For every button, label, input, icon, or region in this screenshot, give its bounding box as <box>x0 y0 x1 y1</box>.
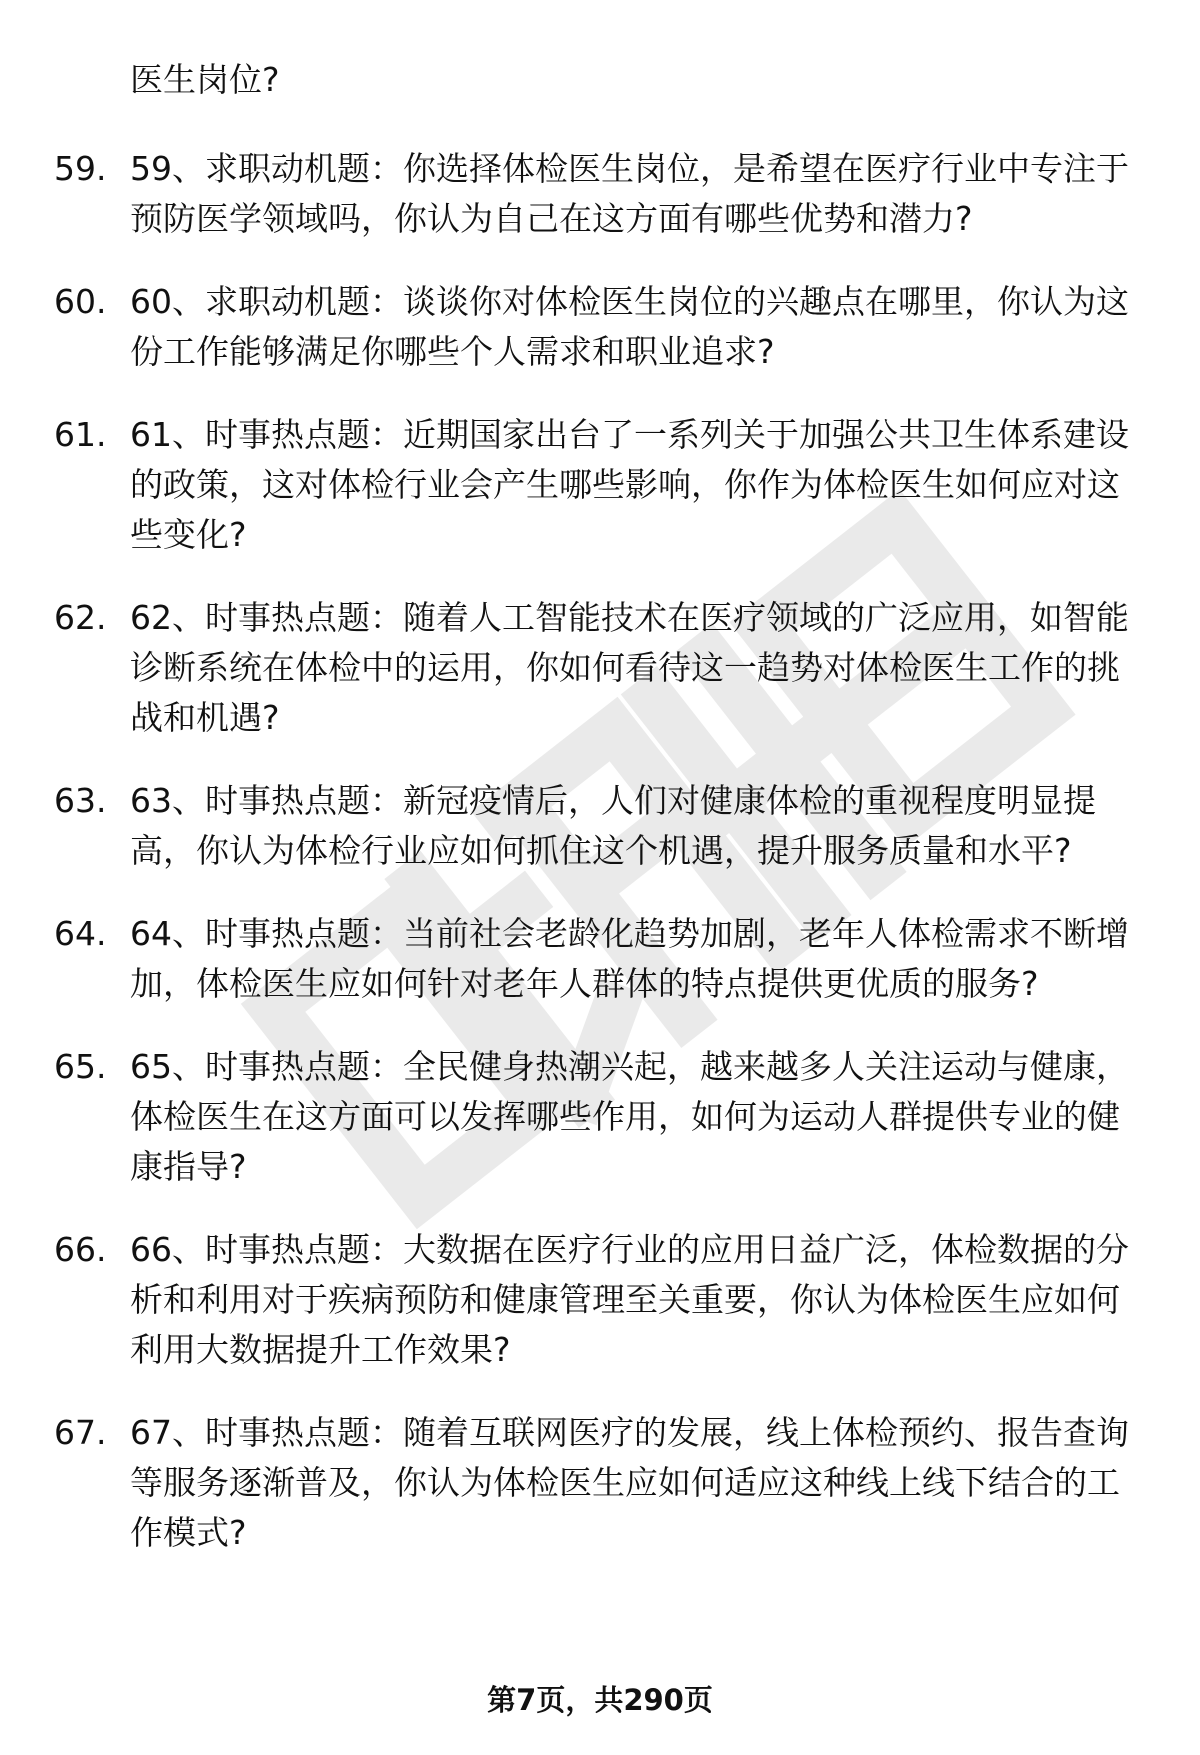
question-list <box>0 144 1200 1591</box>
question-number: 61. <box>54 415 107 454</box>
question-item <box>0 776 1200 876</box>
question-item <box>0 909 1200 1009</box>
question-number: 64. <box>54 914 107 953</box>
question-text: 62、时事热点题：随着人工智能技术在医疗领域的广泛应用，如智能诊断系统在体检中的运用，你如何看待这一趋势对体检医生工作的挑战和机遇? <box>130 598 1129 737</box>
question-number: 67. <box>54 1413 107 1452</box>
question-text: 59、求职动机题：你选择体检医生岗位，是希望在医疗行业中专注于预防医学领域吗，你认为自己在这方面有哪些优势和潜力? <box>130 149 1129 238</box>
question-item <box>0 1408 1200 1558</box>
question-number: 66. <box>54 1230 107 1269</box>
question-item <box>0 410 1200 560</box>
question-item <box>0 1042 1200 1192</box>
page-footer: 第7页，共290页 <box>487 1683 713 1717</box>
question-text: 65、时事热点题：全民健身热潮兴起，越来越多人关注运动与健康，体检医生在这方面可以发挥哪些作用，如何为运动人群提供专业的健康指导? <box>130 1047 1129 1186</box>
question-number: 63. <box>54 781 107 820</box>
question-item <box>0 144 1200 244</box>
question-text: 67、时事热点题：随着互联网医疗的发展，线上体检预约、报告查询等服务逐渐普及，你认为体检医生应如何适应这种线上线下结合的工作模式? <box>130 1413 1129 1552</box>
question-text: 64、时事热点题：当前社会老龄化趋势加剧，老年人体检需求不断增加，体检医生应如何针对老年人群体的特点提供更优质的服务? <box>130 914 1129 1003</box>
question-text: 60、求职动机题：谈谈你对体检医生岗位的兴趣点在哪里，你认为这份工作能够满足你哪些个人需求和职业追求? <box>130 282 1129 371</box>
question-number: 65. <box>54 1047 107 1086</box>
continuation-text: 医生岗位? <box>130 60 280 99</box>
question-text: 63、时事热点题：新冠疫情后，人们对健康体检的重视程度明显提高，你认为体检行业应如何抓住这个机遇，提升服务质量和水平? <box>130 781 1096 870</box>
question-number: 59. <box>54 149 107 188</box>
question-text: 61、时事热点题：近期国家出台了一系列关于加强公共卫生体系建设的政策，这对体检行业会产生哪些影响，你作为体检医生如何应对这些变化? <box>130 415 1129 554</box>
question-item <box>0 277 1200 377</box>
question-number: 60. <box>54 282 107 321</box>
question-text: 66、时事热点题：大数据在医疗行业的应用日益广泛，体检数据的分析和利用对于疾病预防和健康管理至关重要，你认为体检医生应如何利用大数据提升工作效果? <box>130 1230 1129 1369</box>
question-item <box>0 593 1200 743</box>
question-number: 62. <box>54 598 107 637</box>
question-item <box>0 1225 1200 1375</box>
